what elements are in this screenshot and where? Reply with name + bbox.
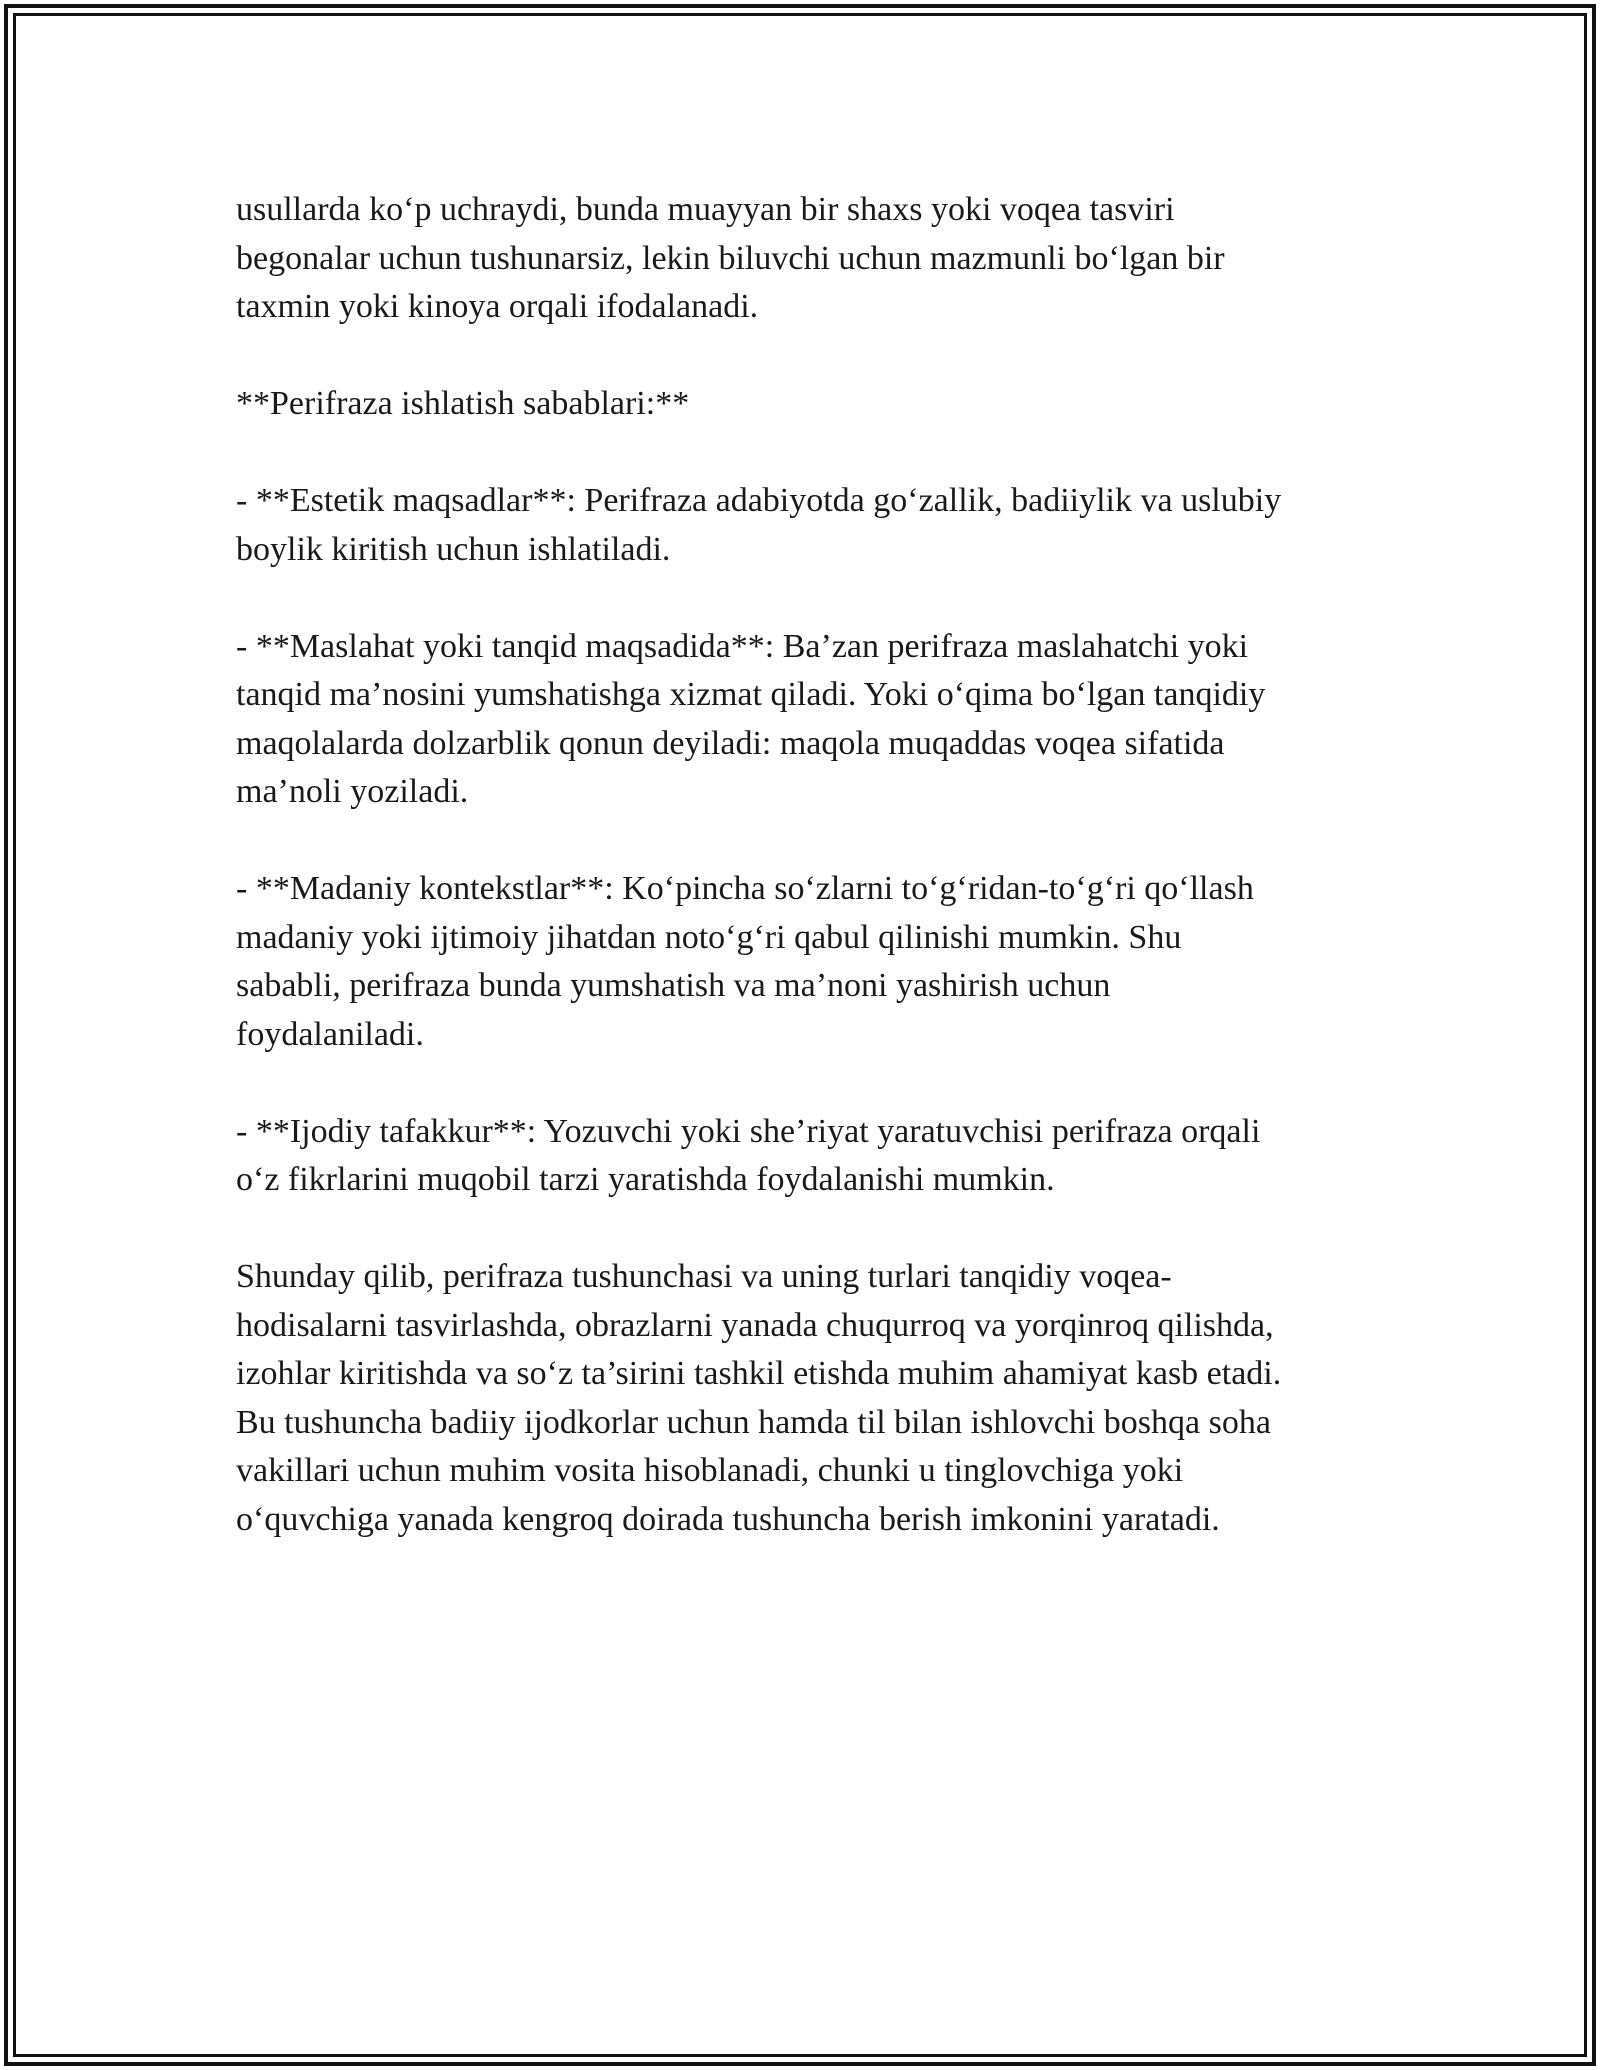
text-line: foydalaniladi. bbox=[236, 1015, 424, 1053]
paragraph-intro-continuation bbox=[236, 186, 1371, 332]
text-line: vakillari uchun muhim vosita hisoblanadi, chunki u tinglovchiga yoki bbox=[236, 1452, 1184, 1489]
list-item-madaniy bbox=[236, 865, 1371, 1059]
text-line: - **Ijodiy tafakkur**: Yozuvchi yoki she’riyat yaratuvchisi perifraza orqali bbox=[236, 1112, 1261, 1150]
text-line: - **Madaniy kontekstlar**: Ko‘pincha so‘zlarni to‘g‘ridan-to‘g‘ri qo‘llash bbox=[236, 870, 1254, 907]
list-item-maslahat bbox=[236, 623, 1371, 817]
text-line: hodisalarni tasvirlashda, obrazlarni yanada chuqurroq va yorqinroq qilishda, bbox=[236, 1306, 1274, 1344]
text-line: ma’noli yoziladi. bbox=[236, 773, 469, 810]
text-line: usullarda ko‘p uchraydi, bunda muayyan bir shaxs yoki voqea tasviri bbox=[236, 191, 1175, 228]
paragraph-conclusion bbox=[236, 1253, 1371, 1544]
text-line: Shunday qilib, perifraza tushunchasi va uning turlari tanqidiy voqea- bbox=[236, 1258, 1172, 1295]
text-line: maqolalarda dolzarblik qonun deyiladi: maqola muqaddas voqea sifatida bbox=[236, 724, 1225, 762]
text-line: boylik kiritish uchun ishlatiladi. bbox=[236, 530, 671, 568]
text-line: tanqid ma’nosini yumshatishga xizmat qiladi. Yoki o‘qima bo‘lgan tanqidiy bbox=[236, 676, 1266, 713]
text-line: - **Estetik maqsadlar**: Perifraza adabiyotda go‘zallik, badiiylik va uslubiy bbox=[236, 482, 1282, 519]
text-line: o‘z fikrlarini muqobil tarzi yaratishda foydalanishi mumkin. bbox=[236, 1161, 1055, 1198]
list-item-estetik bbox=[236, 477, 1371, 574]
text-line: begonalar uchun tushunarsiz, lekin biluvchi uchun mazmunli bo‘lgan bir bbox=[236, 239, 1225, 277]
text-line: madaniy yoki ijtimoiy jihatdan noto‘g‘ri qabul qilinishi mumkin. Shu bbox=[236, 918, 1182, 956]
text-line: sababli, perifraza bunda yumshatish va ma’noni yashirish uchun bbox=[236, 967, 1111, 1004]
heading-text: **Perifraza ishlatish sabablari:** bbox=[236, 385, 690, 422]
text-line: izohlar kiritishda va so‘z ta’sirini tashkil etishda muhim ahamiyat kasb etadi. bbox=[236, 1355, 1282, 1392]
list-item-ijodiy bbox=[236, 1108, 1371, 1205]
document-body bbox=[236, 186, 1371, 1593]
text-line: Bu tushuncha badiiy ijodkorlar uchun hamda til bilan ishlovchi boshqa soha bbox=[236, 1403, 1271, 1441]
section-heading bbox=[236, 380, 1371, 429]
text-line: taxmin yoki kinoya orqali ifodalanadi. bbox=[236, 288, 759, 325]
text-line: o‘quvchiga yanada kengroq doirada tushuncha berish imkonini yaratadi. bbox=[236, 1500, 1220, 1538]
text-line: - **Maslahat yoki tanqid maqsadida**: Ba’zan perifraza maslahatchi yoki bbox=[236, 627, 1249, 665]
